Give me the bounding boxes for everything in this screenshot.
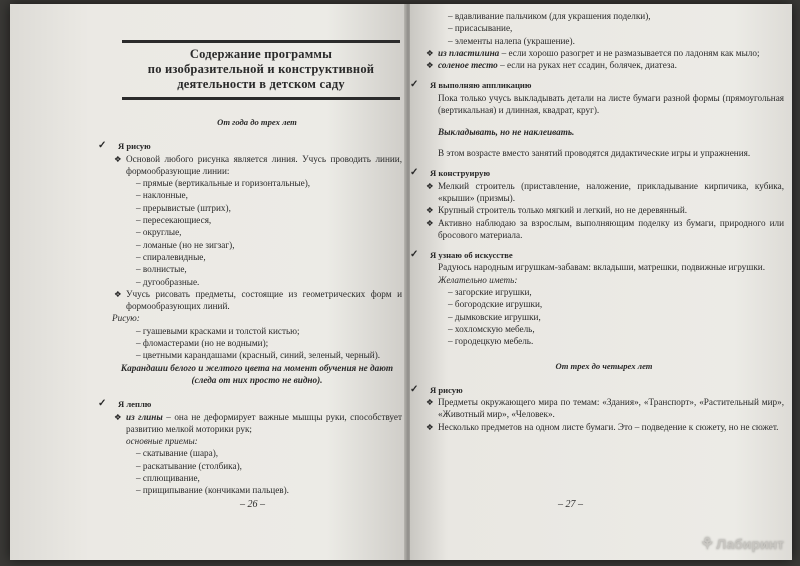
list-item: – прерывистые (штрих), — [136, 202, 231, 213]
watermark-logo: ⚘ Лабиринт — [699, 536, 784, 553]
section-heading-sculpting: ✓ Я леплю — [98, 398, 152, 410]
list-item: – присасывание, — [448, 23, 513, 34]
construction-item: ❖ Активно наблюдаю за взрослым, выполняющим поделку из бумаги, природного или бросового материала. — [426, 217, 784, 240]
list-item: – сплющивание, — [136, 473, 200, 484]
diamond-bullet-icon: ❖ — [426, 217, 434, 228]
diamond-bullet-icon: ❖ — [426, 421, 434, 432]
diamond-bullet-icon: ❖ — [114, 153, 122, 164]
left-page — [10, 4, 406, 560]
diamond-bullet-icon: ❖ — [114, 288, 122, 299]
check-icon: ✓ — [410, 167, 419, 179]
construction-item: ❖ Мелкий строитель (приставление, наложение, прикладывание кирпичика, кубика, «крыши» (призмы). — [426, 180, 784, 203]
age-heading-3-4: От трех до четырех лет — [555, 360, 653, 371]
list-item: – волнистые, — [136, 264, 187, 275]
check-icon: ✓ — [98, 140, 107, 152]
check-icon: ✓ — [410, 249, 419, 261]
drawing-paragraph-shapes: ❖ Учусь рисовать предметы, состоящие из геометрических форм и формообразующих линий. — [114, 288, 402, 312]
diamond-bullet-icon: ❖ — [426, 60, 434, 71]
plasticine-paragraph: ❖ из пластилина – если хорошо разогрет и не размазывается по ладоням как мыло; — [426, 47, 760, 58]
section-heading-construction: ✓ Я конструирую — [410, 167, 491, 179]
labirint-logo-icon: ⚘ — [699, 536, 715, 553]
drawing-paragraph-lines: ❖ Основой любого рисунка является линия. Учусь проводить линии, формообразующие линии: — [114, 153, 402, 176]
section-heading-applique: ✓ Я выполняю аппликацию — [410, 79, 532, 91]
diamond-bullet-icon: ❖ — [426, 180, 434, 191]
list-item: – хохломскую мебель, — [448, 323, 535, 334]
pencil-note: Карандаши белого и желтого цвета на момент обучения не дают (следа от них просто не видно). — [120, 362, 394, 385]
list-item: – округлые, — [136, 227, 182, 238]
techniques-label: основные приемы: — [126, 436, 198, 447]
check-icon: ✓ — [98, 398, 107, 410]
list-item: – пересекающиеся, — [136, 215, 212, 226]
list-item: – гуашевыми красками и толстой кистью; — [136, 325, 300, 336]
list-item: – богородские игрушки, — [448, 299, 543, 310]
diamond-bullet-icon: ❖ — [114, 411, 122, 422]
section-heading-art: ✓ Я узнаю об искусстве — [410, 249, 513, 261]
clay-paragraph: ❖ из глины – она не деформирует важные мышцы руки, способствует развитию мелкой моторики рук; — [114, 411, 402, 434]
check-icon: ✓ — [410, 383, 419, 395]
left-page-content — [98, 40, 402, 497]
applique-games: В этом возрасте вместо занятий проводятся дидактические игры и упражнения. — [438, 148, 751, 159]
drawing2-item: ❖ Несколько предметов на одном листе бумаги. Это – подведение к сюжету, но не сюжет. — [426, 421, 779, 432]
check-icon: ✓ — [410, 79, 419, 91]
list-item: – загорские игрушки, — [448, 287, 532, 298]
list-item: – дымковские игрушки, — [448, 311, 541, 322]
title-line-3: деятельности в детском саду — [177, 77, 345, 91]
chapter-title — [122, 40, 400, 100]
page-number: – 26 – — [240, 499, 265, 510]
right-page — [410, 4, 792, 560]
page-number: – 27 – — [558, 499, 583, 510]
list-item: – спиралевидные, — [136, 251, 206, 262]
section-heading-drawing-2: ✓ Я рисую — [410, 383, 463, 395]
list-item: – городецкую мебель. — [448, 336, 534, 347]
title-line-2: по изобразительной и конструктивной — [147, 62, 375, 76]
diamond-bullet-icon: ❖ — [426, 47, 434, 58]
right-page-content — [410, 10, 784, 433]
tools-label: Рисую: — [112, 313, 140, 324]
book-spread — [10, 4, 792, 560]
list-item: – цветными карандашами (красный, синий, зеленый, черный). — [136, 350, 381, 361]
desirable-label: Желательно иметь: — [438, 274, 518, 285]
drawing2-item: ❖ Предметы окружающего мира по темам: «Здания», «Транспорт», «Растительный мир», «Животный мир», «Человек». — [426, 397, 784, 420]
art-paragraph: Радуюсь народным игрушкам-забавам: вкладыши, матрешки, подвижные игрушки. — [438, 262, 766, 273]
dough-paragraph: ❖ соленое тесто – если на руках нет ссадин, болячек, диатеза. — [426, 60, 677, 71]
list-item: – элементы налепа (украшение). — [448, 35, 575, 46]
list-item: – прямые (вертикальные и горизонтальные), — [136, 178, 311, 189]
list-item: – фломастерами (но не водными); — [136, 338, 269, 349]
list-item: – ломаные (но не зигзаг), — [136, 239, 235, 250]
title-line-1: Содержание программы — [189, 47, 333, 61]
list-item: – скатывание (шара), — [136, 448, 219, 459]
list-item: – дугообразные. — [136, 276, 200, 287]
list-item: – вдавливание пальчиком (для украшения поделки), — [448, 11, 651, 21]
section-heading-drawing: ✓ Я рисую — [98, 140, 151, 152]
construction-item: ❖ Крупный строитель только мягкий и легкий, но не деревянный. — [426, 205, 688, 216]
list-item: – прищипывание (кончиками пальцев). — [136, 485, 289, 496]
applique-paragraph: Пока только учусь выкладывать детали на листе бумаги разной формы (прямоугольная (вертикальная) и длинная, квадрат, круг). — [438, 92, 784, 116]
diamond-bullet-icon: ❖ — [426, 205, 434, 216]
applique-emphasis: Выкладывать, но не наклеивать. — [438, 126, 575, 137]
age-heading-1-3: От года до трех лет — [217, 117, 297, 127]
list-item: – наклонные, — [136, 190, 188, 201]
list-item: – раскатывание (столбика), — [136, 460, 242, 471]
diamond-bullet-icon: ❖ — [426, 397, 434, 408]
